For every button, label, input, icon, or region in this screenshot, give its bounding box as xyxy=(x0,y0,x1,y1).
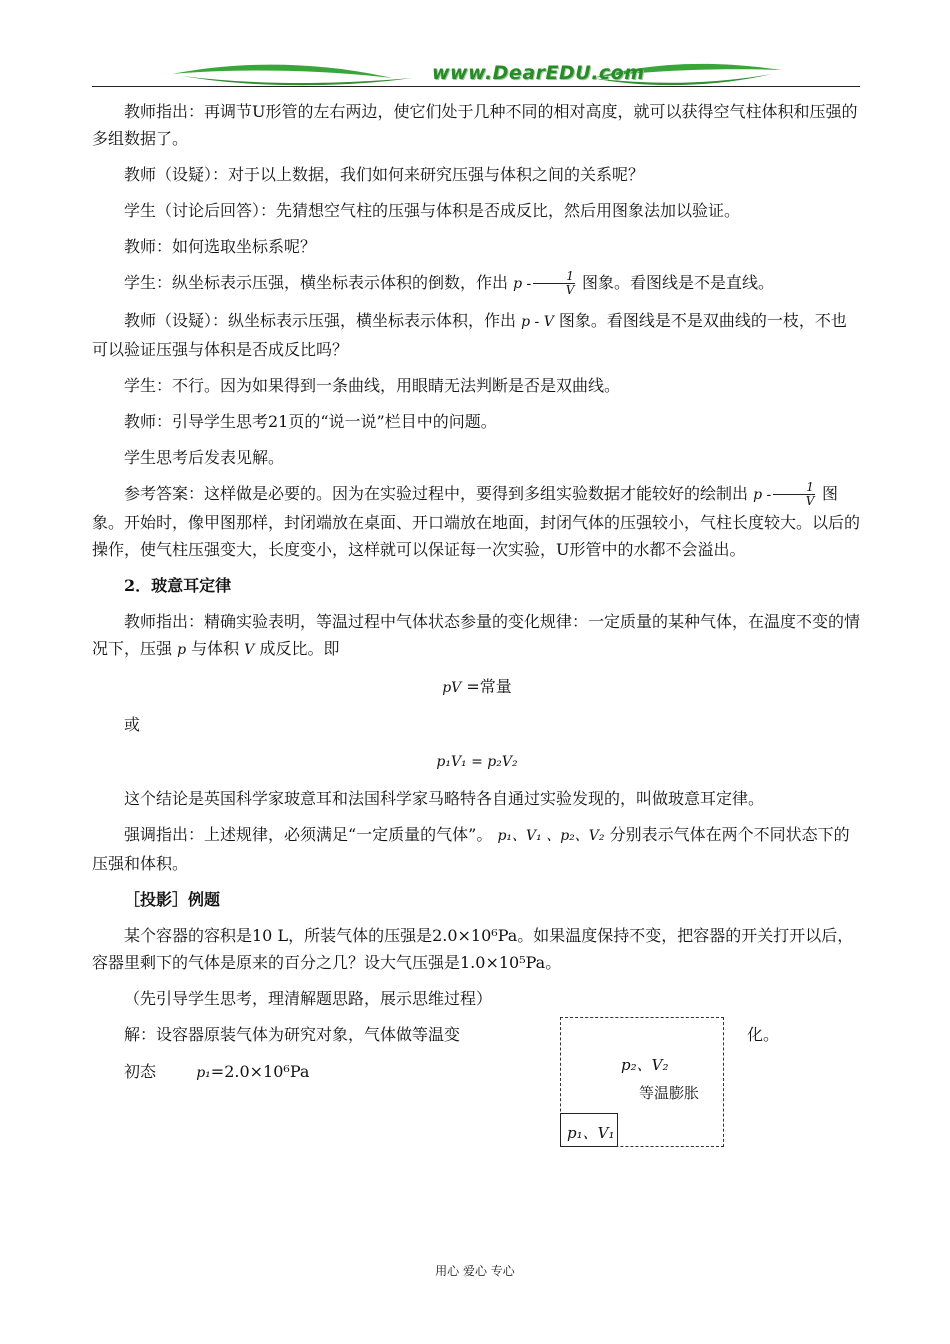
diagram-inner-box xyxy=(560,1113,618,1147)
text-run: 分别表示气体在两个不同状态下的压强和体积。 xyxy=(92,825,850,873)
text-run: 成反比。即 xyxy=(259,639,340,658)
equation-rhs: =常量 xyxy=(466,677,512,696)
solution-block xyxy=(92,1021,862,1142)
paragraph-or: 或 xyxy=(124,715,141,734)
text-run: 教师指出：精确实验表明，等温过程中气体状态参量的变化规律：一定质量的某种气体，在温度不变的情况下，压强 xyxy=(92,612,861,658)
text-run: 化。 xyxy=(747,1025,780,1044)
section-heading: ［投影］例题 xyxy=(124,890,221,909)
text-run: 图象。看图线是不是直线。 xyxy=(582,273,775,292)
paragraph: 学生（讨论后回答）：先猜想空气柱的压强与体积是否成反比，然后用图象法加以验证。 xyxy=(124,201,741,220)
text-run: 与体积 xyxy=(191,639,240,658)
paragraph: 教师：引导学生思考21页的“说一说”栏目中的问题。 xyxy=(124,412,497,431)
math-variables: p₁、V₁ 、p₂、V₂ xyxy=(497,828,605,844)
paragraph: 教师指出：再调节U形管的左右两边，使它们处于几种不同的相对高度，就可以获得空气柱体积和压强的多组数据了。 xyxy=(92,102,858,148)
equation-boyle xyxy=(92,747,862,776)
paragraph: （先引导学生思考，理清解题思路，展示思维过程） xyxy=(124,989,493,1008)
text-run: 图象。开始时，像甲图那样，封闭端放在桌面、开口端放在地面，封闭气体的压强较小，气柱长度较大。以后的操作，使气柱压强变大，长度变小，这样就可以保证每一次实验，U形管中的水都不会溢出。 xyxy=(92,484,861,559)
fraction-denominator: V xyxy=(565,283,575,297)
paragraph xyxy=(92,307,862,363)
math-p1v1-p2v2: p₁V₁ = p₂V₂ xyxy=(436,754,518,770)
equation-pv-constant xyxy=(92,673,862,702)
math-p-minus: p - xyxy=(513,276,532,292)
text-run: 学生：纵坐标表示压强，横坐标表示体积的倒数，作出 xyxy=(124,273,509,292)
fraction-1-over-v xyxy=(773,481,815,508)
paragraph xyxy=(92,821,862,877)
paragraph: 学生：不行。因为如果得到一条曲线，用眼睛无法判断是否是双曲线。 xyxy=(124,376,621,395)
diagram-label-p2-v2: p₂、V₂ xyxy=(621,1056,669,1074)
paragraph: 这个结论是英国科学家玻意耳和法国科学家马略特各自通过实验发现的，叫做玻意耳定律。 xyxy=(124,789,765,808)
fraction-numerator: 1 xyxy=(773,481,815,495)
fraction-1-over-v xyxy=(533,270,575,297)
isothermal-expansion-diagram xyxy=(560,1017,724,1147)
text-run: 教师（设疑）：纵坐标表示压强，横坐标表示体积，作出 xyxy=(124,311,517,330)
diagram-caption: 等温膨胀 xyxy=(639,1084,700,1102)
math-pv: pV xyxy=(442,680,462,696)
math-p-minus: p - xyxy=(753,487,772,503)
text-run: 强调指出：上述规律，必须满足“一定质量的气体”。 xyxy=(124,825,493,844)
paragraph: 教师（设疑）：对于以上数据，我们如何来研究压强与体积之间的关系呢？ xyxy=(124,165,645,184)
text-run: 图象。看图线是不是双曲线的一枝，不也可以验证压强与体积是否成反比吗？ xyxy=(92,311,847,359)
paragraph xyxy=(92,608,862,664)
paragraph: 学生思考后发表见解。 xyxy=(124,448,285,467)
paragraph: 某个容器的容积是10 L，所装气体的压强是2.0×10⁶Pa。如果温度保持不变，把容器的开关打开以后，容器里剩下的气体是原来的百分之几？设大气压强是1.0×10⁵Pa。 xyxy=(92,926,854,972)
fraction-numerator: 1 xyxy=(533,270,575,284)
document-body xyxy=(92,98,862,1142)
text-run: =2.0×10⁶Pa xyxy=(210,1062,310,1081)
initial-state-line xyxy=(92,1058,862,1087)
paragraph xyxy=(92,269,862,298)
text-run: 初态 xyxy=(124,1062,157,1081)
math-p1: p₁ xyxy=(196,1065,211,1081)
math-p-v: p - V xyxy=(521,314,554,330)
text-run: 参考答案：这样做是必要的。因为在实验过程中，要得到多组实验数据才能较好的绘制出 xyxy=(124,484,749,503)
paragraph: 解：设容器原装气体为研究对象，气体做等温变 xyxy=(124,1025,461,1044)
paragraph: 教师：如何选取坐标系呢？ xyxy=(124,237,317,256)
header-rule xyxy=(92,86,860,87)
section-heading: 2．玻意耳定律 xyxy=(124,576,232,595)
site-logo[interactable]: www.DearEDU.com xyxy=(432,62,645,84)
page-footer: 用心 爱心 专心 xyxy=(435,1264,515,1278)
paragraph xyxy=(92,480,862,563)
diagram-label-p1-v1: p₁、V₁ xyxy=(567,1124,615,1142)
math-v: V xyxy=(244,642,255,658)
fraction-denominator: V xyxy=(805,494,815,508)
math-p: p xyxy=(177,642,187,658)
